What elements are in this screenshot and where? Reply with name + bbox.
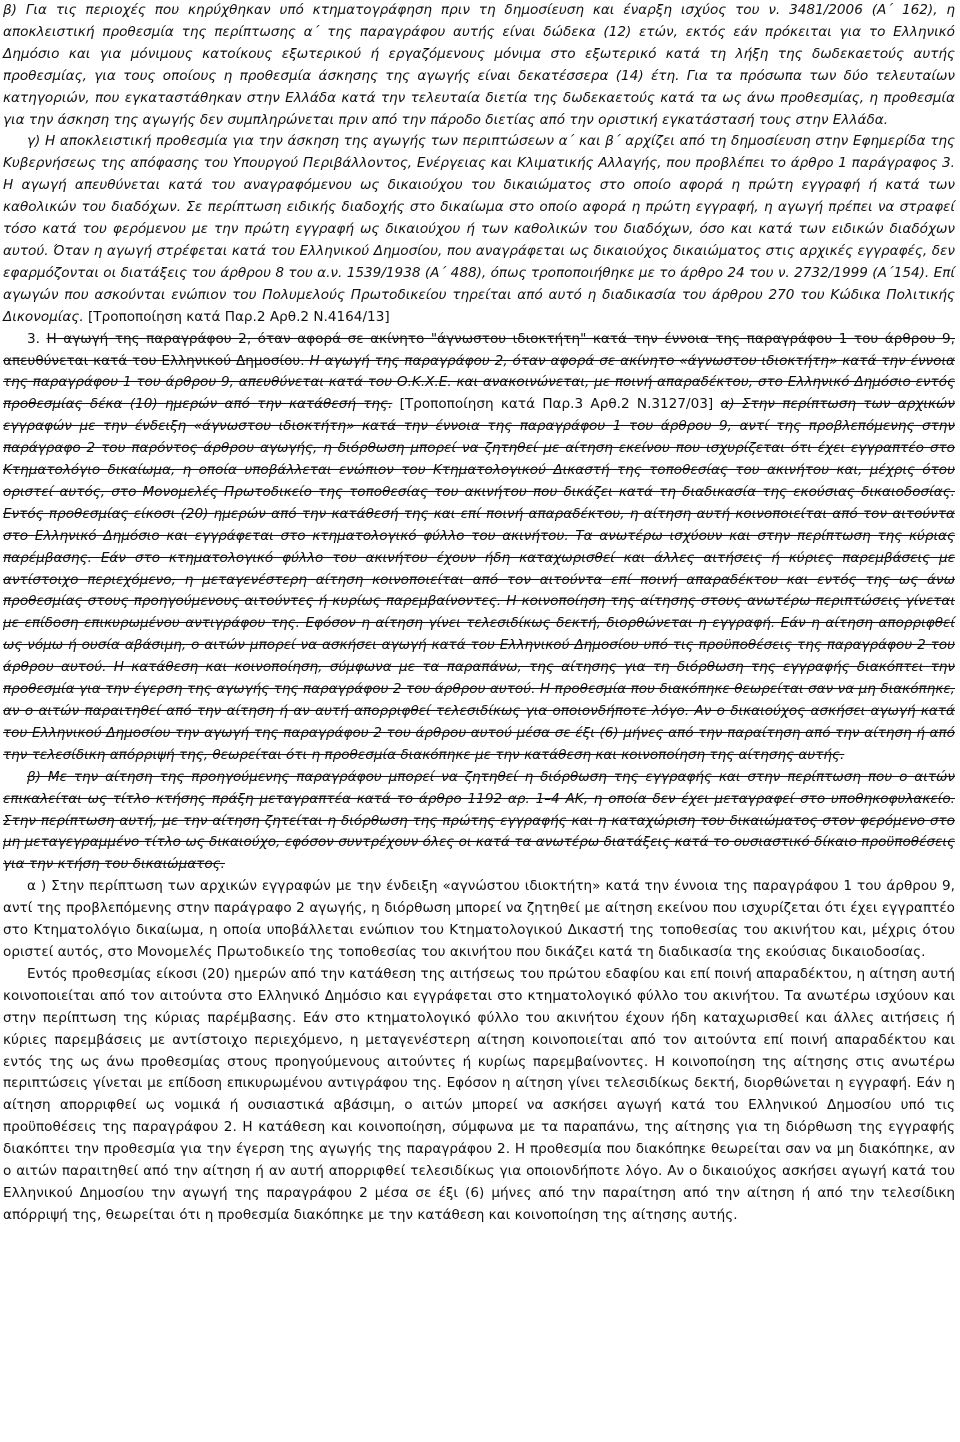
amendment-note-4164: [Τροποποίηση κατά Παρ.2 Αρθ.2 Ν.4164/13] (83, 308, 390, 325)
paragraph-3-deleted-italic-text: Η αγωγή της παραγράφου 2, όταν αφορά σε ακίνητο «άγνωστου ιδιοκτήτη» κατά την έννοια της παραγράφου 1 του άρθρου 9, απευθύνεται κατά του Ο.Κ.Χ.Ε. και ανακοινώνεται, με ποινή απαραδέκτου, στο Ελληνικό Δημόσιο εντός προθεσμίας δέκα (10) ημερών από την κατάθεσή της. (3, 352, 956, 413)
paragraph-3 (3, 329, 955, 767)
paragraph-3b-deleted-text: β) Με την αίτηση της προηγούμενης παραγράφου μπορεί να ζητηθεί η διόρθωση της εγγραφής και στην περίπτωση που ο αιτών επικαλείται ως τίτλο κτήσης πράξη μεταγραπτέα κατά το άρθρο 1192 αρ. 1–4 ΑΚ, η οποία δεν έχει μεταγραφεί στο υποθηκοφυλακείο. Στην περίπτωση αυτή, με την αίτηση ζητείται η διόρθωση της πρώτης εγγραφής και η καταχώριση του δικαιώματος στον φερόμενο στο μη μεταγεγραμμένο τίτλο ως δικαιούχο, εφόσον συντρέχουν όλες οι κατά τα ανωτέρω διατάξεις κατά το ουσιαστικό δίκαιο προϋποθέσεις για την κτήση του δικαιώματος. (3, 768, 955, 873)
paragraph-new-a-text: α ) Στην περίπτωση των αρχικών εγγραφών με την ένδειξη «αγνώστου ιδιοκτήτη» κατά την έννοια της παραγράφου 1 του άρθρου 9, αντί της προβλεπόμενης στην παράγραφο 2 αγωγής, η διόρθωση μπορεί να ζητηθεί με αίτηση εκείνου που ισχυρίζεται ότι έχει εγγραπτέο στο Κτηματολόγιο δικαίωμα, η οποία υποβάλλεται ενώπιον του Κτηματολογικού Δικαστή της τοποθεσίας του ακινήτου και, μέχρις ότου οριστεί αυτός, στο Μονομελές Πρωτοδικείο της τοποθεσίας του ακινήτου που δικάζει κατά τη διαδικασία της εκούσιας δικαιοδοσίας. (3, 878, 955, 960)
paragraph-c-text: γ) Η αποκλειστική προθεσμία για την άσκηση της αγωγής των περιπτώσεων α΄ και β΄ αρχίζει από τη δημοσίευση στην Εφημερίδα της Κυβερνήσεως της απόφασης του Υπουργού Περιβάλλοντος, Ενέργειας και Κλιματικής Αλλαγής, που προβλέπει το άρθρο 1 παράγραφος 3. Η αγωγή απευθύνεται κατά του αναγραφόμενου ως δικαιούχου του δικαιώματος στο οποίο αφορά η πρώτη εγγραφή ή κατά των καθολικών του διαδόχων. Σε περίπτωση ειδικής διαδοχής στο δικαίωμα στο οποίο αφορά η πρώτη εγγραφή, η αγωγή πρέπει να στραφεί τόσο κατά του φερόμενου με την πρώτη εγγραφή ως δικαιούχου ή των καθολικών του διαδόχων, όσο και κατά των ειδικών διαδόχων αυτού. Όταν η αγωγή στρέφεται κατά του Ελληνικού Δημοσίου, που αναγράφεται ως δικαιούχος δικαιώματος στις αρχικές εγγραφές, δεν εφαρμόζονται οι διατάξεις του άρθρου 8 του α.ν. 1539/1938 (Α΄ 488), όπως τροποποιήθηκε με το άρθρο 24 του ν. 2732/1999 (Α΄154). Επί αγωγών που ασκούνται ενώπιον του Πολυμελούς Πρωτοδικείου τηρείται από αυτό η διαδικασία του άρθρου 270 του Κώδικα Πολιτικής Δικονομίας. (3, 133, 955, 325)
paragraph-c (3, 131, 955, 328)
paragraph-3a-deleted-text: α) Στην περίπτωση των αρχικών εγγραφών με την ένδειξη «άγνωστου ιδιοκτήτη» κατά την έννοια της παραγράφου 1 του άρθρου 9, αντί της προβλεπόμενης στην παράγραφο 2 του παρόντος άρθρου αγωγής, η διόρθωση μπορεί να ζητηθεί με αίτηση εκείνου που ισχυρίζεται ότι έχει εγγραπτέο στο Κτηματολόγιο δικαίωμα, η οποία υποβάλλεται ενώπιον του Κτηματολογικού Δικαστή της τοποθεσίας του ακινήτου και, μέχρις ότου οριστεί αυτός, στο Μονομελές Πρωτοδικείο της τοποθεσίας του ακινήτου που δικάζει κατά τη διαδικασία της εκούσιας δικαιοδοσίας. Εντός προθεσμίας είκοσι (20) ημερών από την κατάθεσή της και επί ποινή απαραδέκτου, η αίτηση αυτή κοινοποιείται από τον αιτούντα στο Ελληνικό Δημόσιο και εγγράφεται στο κτηματολογικό φύλλο του ακινήτου. Τα ανωτέρω ισχύουν και στην περίπτωση της κύριας παρέμβασης. Εάν στο κτηματολογικό φύλλο του ακινήτου έχουν ήδη καταχωρισθεί και άλλες αιτήσεις ή κύριες παρεμβάσεις με αντίστοιχο περιεχόμενο, η μεταγενέστερη αίτηση κοινοποιείται από τον αιτούντα επί ποινή απαραδέκτου και εντός της ως άνω προθεσμίας στους προηγούμενους αιτούντες ή κυρίως παρεμβαίνοντες. Η κοινοποίηση της αίτησης στους ανωτέρω περιπτώσεις γίνεται με επίδοση επικυρωμένου αντιγράφου της. Εφόσον η αίτηση γίνει τελεσιδίκως δεκτή, διορθώνεται η εγγραφή. Εάν η αίτηση απορριφθεί ως νόμω ή ουσία αβάσιμη, ο αιτών μπορεί να ασκήσει αγωγή κατά του Ελληνικού Δημοσίου υπό τις προϋποθέσεις της παραγράφου 2 του άρθρου αυτού. Η κατάθεση και κοινοποίηση, σύμφωνα με τα παραπάνω, της αίτησης για τη διόρθωση της εγγραφής διακόπτει την προθεσμία για την έγερση της αγωγής της παραγράφου 2 του άρθρου αυτού. Η προθεσμία που διακόπηκε θεωρείται σαν να μη διακόπηκε, αν ο αιτών παραιτηθεί από την αίτηση ή αν αυτή απορριφθεί τελεσιδίκως για οποιονδήποτε λόγο. Αν ο δικαιούχος ασκήσει αγωγή κατά του Ελληνικού Δημοσίου την αγωγή της παραγράφου 2 του άρθρου αυτού μέσα σε έξι (6) μήνες από την παραίτηση από την αίτηση ή από την τελεσίδικη απόρριψή της, θεωρείται ότι η προθεσμία διακόπηκε με την κατάθεση και κοινοποίηση της αίτησης αυτής. (3, 396, 955, 763)
paragraph-3b-deleted (3, 767, 955, 877)
paragraph-new-a-continued (3, 964, 955, 1227)
paragraph-b (3, 0, 955, 131)
paragraph-3-deleted-text: Η αγωγή της παραγράφου 2, όταν αφορά σε ακίνητο "άγνωστου ιδιοκτήτη" κατά την έννοια της παραγράφου 1 του άρθρου 9, απευθύνεται κατά του Ελληνικού Δημοσίου. (3, 330, 955, 369)
paragraph-new-a-continued-text: Εντός προθεσμίας είκοσι (20) ημερών από την κατάθεση της αιτήσεως του πρώτου εδαφίου και επί ποινή απαραδέκτου, η αίτηση αυτή κοινοποιείται από τον αιτούντα στο Ελληνικό Δημόσιο και εγγράφεται στο κτηματολογικό φύλλο του ακινήτου. Τα ανωτέρω ισχύουν και στην περίπτωση της κύριας παρέμβασης. Εάν στο κτηματολογικό φύλλο του ακινήτου έχουν ήδη καταχωρισθεί και άλλες αιτήσεις ή κύριες παρεμβάσεις με αντίστοιχο περιεχόμενο, η μεταγενέστερη αίτηση κοινοποιείται από τον αιτούντα επί ποινή απαραδέκτου και εντός της ως άνω προθεσμίας στους προηγούμενους αιτούντες ή κυρίως παρεμβαίνοντες. Η κοινοποίηση της αίτησης στις ανωτέρω περιπτώσεις γίνεται με επίδοση επικυρωμένου αντιγράφου της. Εφόσον η αίτηση γίνει τελεσιδίκως δεκτή, διορθώνεται η εγγραφή. Εάν η αίτηση απορριφθεί ως νομικά ή ουσιαστικά αβάσιμη, ο αιτών μπορεί να ασκήσει αγωγή κατά του Ελληνικού Δημοσίου υπό τις προϋποθέσεις της παραγράφου 2. Η κατάθεση και κοινοποίηση, σύμφωνα με τα παραπάνω, της αίτησης για τη διόρθωση της εγγραφής διακόπτει την προθεσμία για την έγερση της αγωγής της παραγράφου 2. Η προθεσμία που διακόπηκε θεωρείται σαν να μη διακόπηκε, αν ο αιτών παραιτηθεί από την αίτηση ή αν αυτή απορριφθεί τελεσιδίκως για οποιονδήποτε λόγο. Αν ο δικαιούχος ασκήσει αγωγή κατά του Ελληνικού Δημοσίου την αγωγή της παραγράφου 2 μέσα σε έξι (6) μήνες από την παραίτηση από την αίτηση ή από την τελεσίδικη απόρριψή της, θεωρείται ότι η προθεσμία διακόπηκε με την κατάθεση και κοινοποίηση της αίτησης αυτής. (3, 965, 955, 1223)
paragraph-3-number: 3. (27, 330, 47, 347)
amendment-note-3127: [Τροποποίηση κατά Παρ.3 Αρθ.2 Ν.3127/03] (392, 396, 721, 413)
paragraph-b-text: β) Για τις περιοχές που κηρύχθηκαν υπό κτηματογράφηση πριν τη δημοσίευση και έναρξη ισχύος του ν. 3481/2006 (Α΄ 162), η αποκλειστική προθεσμία της περίπτωσης α΄ της παραγράφου αυτής είναι δώδεκα (12) ετών, εκτός εάν πρόκειται για το Ελληνικό Δημόσιο και για μόνιμους κατοίκους εξωτερικού ή εργαζόμενους μόνιμα στο εξωτερικό κατά τη λήξη της δωδεκαετούς αυτής προθεσμίας, για τους οποίους η προθεσμία άσκησης της αγωγής είναι δεκατέσσερα (14) έτη. Για τα πρόσωπα των δύο τελευταίων κατηγοριών, που εγκαταστάθηκαν στην Ελλάδα κατά την τελευταία διετία της δωδεκαετούς κατά τα ως άνω προθεσμίας, η προθεσμία για την άσκηση της αγωγής δεν συμπληρώνεται πριν από την πάροδο διετίας από την οριστική εγκατάστασή τους στην Ελλάδα. (3, 2, 955, 128)
paragraph-new-a (3, 876, 955, 964)
